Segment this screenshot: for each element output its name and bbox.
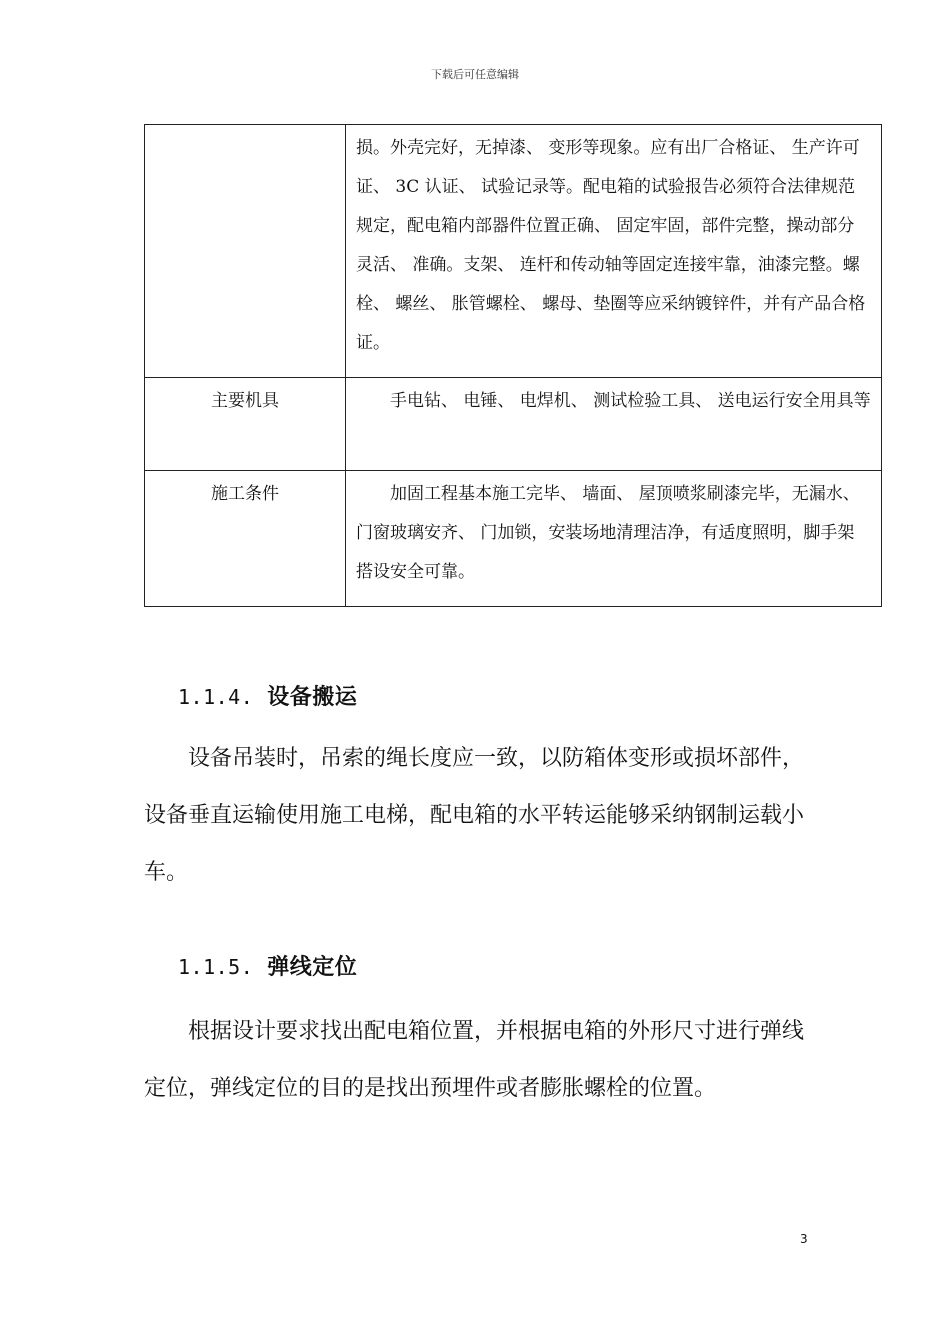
row-content: 手电钻、 电锤、 电焊机、 测试检验工具、 送电运行安全用具等: [346, 378, 882, 471]
section-number: 1.1.5.: [178, 955, 254, 979]
section-heading: [178, 680, 357, 711]
table-row: [145, 125, 882, 378]
section-heading: [178, 950, 357, 981]
table-row: [145, 471, 882, 607]
row-label: [145, 125, 346, 378]
page-number: 3: [800, 1232, 808, 1246]
spec-table: [144, 124, 882, 607]
section-number: 1.1.4.: [178, 685, 254, 709]
table-row: [145, 378, 882, 471]
section-title: 设备搬运: [267, 685, 358, 710]
section-body: 设备吊装时，吊索的绳长度应一致，以防箱体变形或损坏部件，设备垂直运输使用施工电梯，配电箱的水平转运能够采纳钢制运载小车。: [144, 746, 805, 885]
section-body: 根据设计要求找出配电箱位置，并根据电箱的外形尺寸进行弹线定位，弹线定位的目的是找出预埋件或者膨胀螺栓的位置。: [144, 1019, 805, 1101]
row-content: 加固工程基本施工完毕、 墙面、 屋顶喷浆刷漆完毕，无漏水、 门窗玻璃安齐、 门加锁，安装场地清理洁净，有适度照明，脚手架搭设安全可靠。: [346, 471, 882, 607]
header-note: 下载后可任意编辑: [431, 68, 519, 81]
row-label: 主要机具: [145, 378, 346, 471]
section-title: 弹线定位: [267, 955, 358, 980]
row-label: 施工条件: [145, 471, 346, 607]
row-content: 损。外壳完好，无掉漆、 变形等现象。应有出厂合格证、 生产许可证、 3C 认证、 试验记录等。配电箱的试验报告必须符合法律规范规定，配电箱内部器件位置正确、 固定牢固，部件完整，操动部分灵活、 准确。支架、 连杆和传动轴等固定连接牢靠，油漆完整。螺栓、 螺丝、 胀管螺栓、 螺母、垫圈等应采纳镀锌件，并有产品合格证。: [346, 125, 882, 378]
